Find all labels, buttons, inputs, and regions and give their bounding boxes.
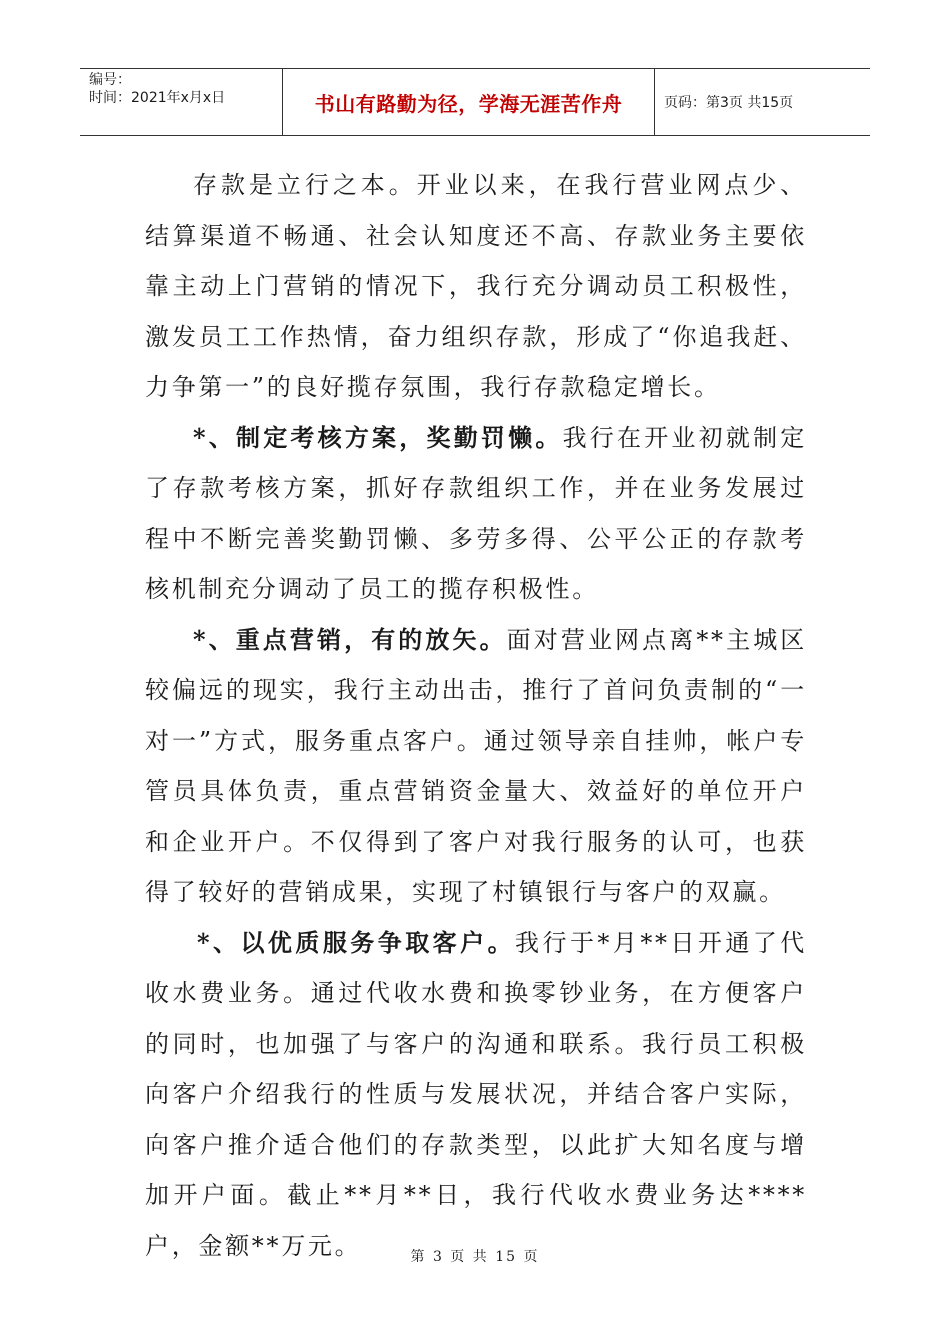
paragraph-text: 面对营业网点离**主城区较偏远的现实，我行主动出击，推行了首问负责制的“一对一”方式，服务重点客户。通过领导亲自挂帅，帐户专管员具体负责，重点营销资金量大、效益好的单位开户和企业开户。不仅得到了客户对我行服务的认可，也获得了较好的营销成果，实现了村镇银行与客户的双赢。	[145, 625, 807, 906]
paragraph-heading: *、制定考核方案，奖勤罚懒。	[193, 422, 563, 452]
header-meta	[80, 69, 283, 135]
document-date-label: 时间：2021年x月x日	[89, 90, 226, 106]
page-header	[80, 68, 870, 136]
paragraph-text: 我行在开业初就制定了存款考核方案，抓好存款组织工作，并在业务发展过程中不断完善奖勤罚懒、多劳多得、公平公正的存款考核机制充分调动了员工的揽存积极性。	[145, 423, 807, 603]
header-page-info: 页码：第3页 共15页	[664, 95, 794, 111]
document-number-label: 编号：	[89, 72, 131, 88]
header-motto: 书山有路勤为径，学海无涯苦作舟	[283, 69, 655, 135]
paragraph-heading: *、以优质服务争取客户。	[197, 927, 516, 957]
document-body	[145, 160, 807, 1271]
paragraph-service	[145, 918, 807, 1272]
paragraph-assessment	[145, 413, 807, 615]
paragraph-marketing	[145, 615, 807, 918]
page-footer: 第 3 页 共 15 页	[410, 1249, 540, 1265]
paragraph-text: 我行于*月**日开通了代收水费业务。通过代收水费和换零钞业务，在方便客户的同时，也加强了与客户的沟通和联系。我行员工积极向客户介绍我行的性质与发展状况，并结合客户实际，向客户推介适合他们的存款类型，以此扩大知名度与增加开户面。截止**月**日，我行代收水费业务达****户，金额**万元。	[145, 928, 807, 1260]
paragraph-intro	[145, 160, 807, 413]
paragraph-heading: *、重点营销，有的放矢。	[193, 624, 507, 654]
paragraph-text: 存款是立行之本。开业以来，在我行营业网点少、结算渠道不畅通、社会认知度还不高、存款业务主要依靠主动上门营销的情况下，我行充分调动员工积极性，激发员工工作热情，奋力组织存款，形成了“你追我赶、力争第一”的良好揽存氛围，我行存款稳定增长。	[145, 171, 807, 401]
